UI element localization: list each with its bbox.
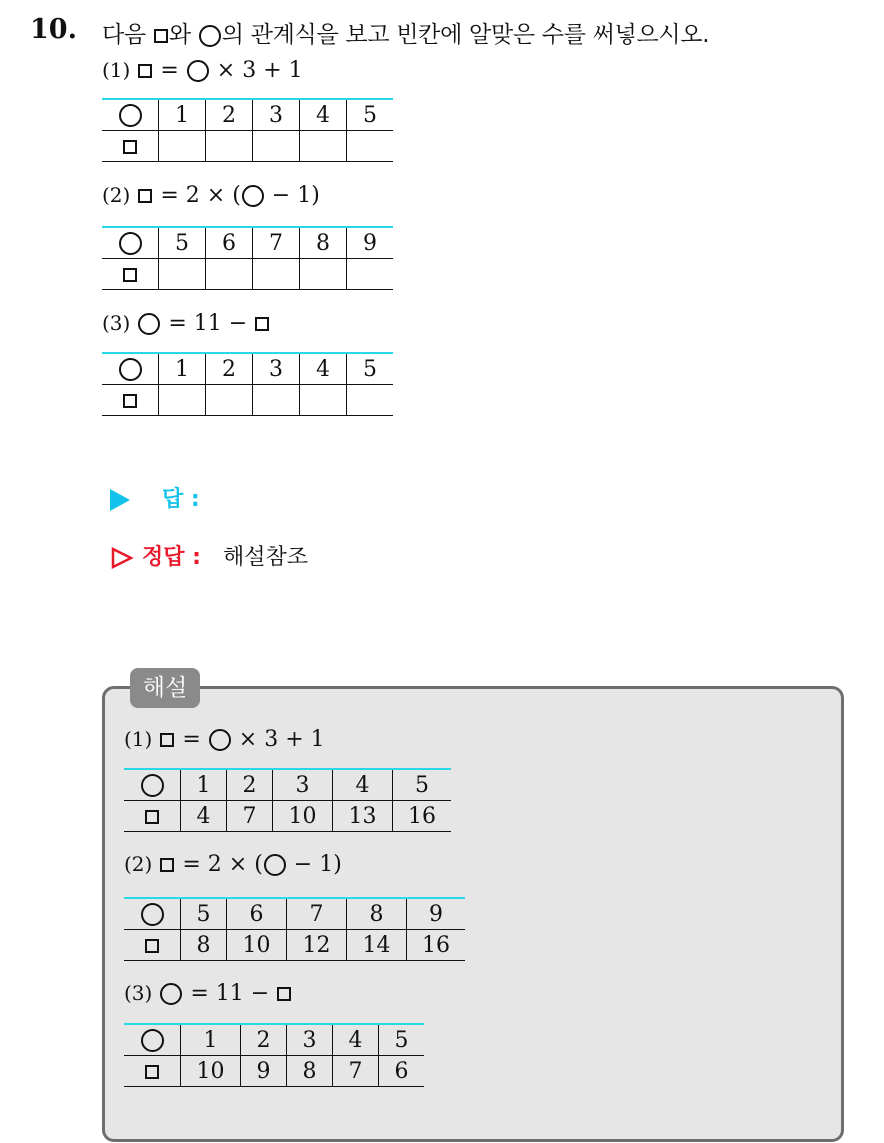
- circle-icon: [141, 774, 164, 797]
- square-header-cell: [102, 131, 159, 162]
- equation-1: (1) = × 3 + 1: [102, 58, 303, 83]
- blank-cell[interactable]: [347, 131, 394, 162]
- table-cell: 5: [347, 353, 394, 385]
- triangle-outline-icon: [110, 546, 134, 570]
- table-cell: 5: [379, 1024, 425, 1056]
- explanation-tab: 해설: [130, 668, 200, 708]
- blank-cell[interactable]: [206, 385, 253, 416]
- square-icon: [123, 394, 137, 408]
- table-cell: 8: [300, 227, 347, 259]
- square-icon: [138, 189, 152, 203]
- square-header-cell: [124, 930, 181, 961]
- explanation-equation-1: (1) = × 3 + 1: [124, 727, 325, 752]
- explanation-equation-3: (3) = 11 −: [124, 981, 292, 1006]
- table-1: [102, 98, 393, 162]
- circle-icon: [209, 729, 231, 751]
- table-cell: 1: [159, 99, 206, 131]
- table-cell: 3: [287, 1024, 333, 1056]
- blank-cell[interactable]: [253, 385, 300, 416]
- question-text: [102, 16, 709, 49]
- table-cell: 14: [347, 930, 407, 961]
- blank-cell[interactable]: [253, 131, 300, 162]
- table-cell: 3: [253, 99, 300, 131]
- table-cell: 5: [181, 898, 227, 930]
- blank-cell[interactable]: [300, 385, 347, 416]
- table-cell: 2: [206, 99, 253, 131]
- square-header-cell: [102, 259, 159, 290]
- square-icon: [123, 268, 137, 282]
- circle-icon: [242, 185, 264, 207]
- equation-3: (3) = 11 −: [102, 311, 270, 336]
- table-cell: 12: [287, 930, 347, 961]
- blank-cell[interactable]: [300, 259, 347, 290]
- table-cell: 4: [181, 801, 227, 832]
- table-cell: 7: [333, 1056, 379, 1087]
- table-cell: 2: [206, 353, 253, 385]
- explanation-table-3: [124, 1023, 424, 1087]
- table-3: [102, 352, 393, 416]
- table-cell: 4: [300, 353, 347, 385]
- table-cell: 3: [273, 769, 333, 801]
- explanation-equation-2: (2) = 2 × ( − 1): [124, 852, 342, 877]
- blank-cell[interactable]: [159, 385, 206, 416]
- square-icon: [145, 939, 159, 953]
- question-text-a: 다음: [102, 22, 146, 48]
- table-cell: 16: [393, 801, 452, 832]
- table-cell: 10: [227, 930, 287, 961]
- table-cell: 4: [333, 1024, 379, 1056]
- table-cell: 6: [379, 1056, 425, 1087]
- equation-2: (2) = 2 × ( − 1): [102, 183, 320, 208]
- square-icon: [154, 29, 168, 43]
- circle-icon: [160, 983, 182, 1005]
- table-cell: 7: [253, 227, 300, 259]
- table-cell: 6: [227, 898, 287, 930]
- circle-icon: [199, 25, 221, 47]
- circle-header-cell: [124, 1024, 181, 1056]
- table-cell: 1: [181, 1024, 241, 1056]
- square-icon: [145, 810, 159, 824]
- table-cell: 13: [333, 801, 393, 832]
- blank-cell[interactable]: [347, 385, 394, 416]
- question-text-c: 의 관계식을 보고 빈칸에 알맞은 수를 써넣으시오.: [221, 22, 710, 48]
- table-cell: 5: [393, 769, 452, 801]
- circle-header-cell: [102, 227, 159, 259]
- explanation-table-1: [124, 768, 451, 832]
- play-icon: [110, 489, 130, 511]
- table-cell: 10: [181, 1056, 241, 1087]
- circle-icon: [119, 104, 142, 127]
- circle-icon: [141, 1029, 164, 1052]
- table-cell: 8: [181, 930, 227, 961]
- square-icon: [160, 858, 174, 872]
- table-cell: 5: [159, 227, 206, 259]
- table-cell: 2: [227, 769, 273, 801]
- square-icon: [277, 987, 291, 1001]
- square-icon: [138, 64, 152, 78]
- blank-cell[interactable]: [159, 259, 206, 290]
- table-cell: 7: [227, 801, 273, 832]
- blank-cell[interactable]: [253, 259, 300, 290]
- square-icon: [123, 140, 137, 154]
- blank-cell[interactable]: [300, 131, 347, 162]
- question-number: 10.: [30, 14, 77, 45]
- blank-cell[interactable]: [206, 131, 253, 162]
- correct-value: 해설참조: [222, 545, 308, 570]
- blank-cell[interactable]: [159, 131, 206, 162]
- square-header-cell: [124, 1056, 181, 1087]
- table-cell: 9: [241, 1056, 287, 1087]
- table-cell: 4: [333, 769, 393, 801]
- question-text-b: 와: [168, 22, 191, 48]
- correct-label: 정답 :: [142, 545, 201, 570]
- circle-icon: [119, 358, 142, 381]
- table-cell: 3: [253, 353, 300, 385]
- table-cell: 8: [287, 1056, 333, 1087]
- circle-header-cell: [124, 898, 181, 930]
- circle-header-cell: [124, 769, 181, 801]
- correct-answer-line: [110, 540, 308, 571]
- square-icon: [255, 317, 269, 331]
- circle-icon: [141, 903, 164, 926]
- answer-line[interactable]: [110, 482, 200, 513]
- square-header-cell: [124, 801, 181, 832]
- circle-icon: [264, 854, 286, 876]
- circle-header-cell: [102, 353, 159, 385]
- answer-label: 답 :: [162, 487, 200, 512]
- table-cell: 1: [159, 353, 206, 385]
- circle-icon: [138, 313, 160, 335]
- table-cell: 16: [407, 930, 466, 961]
- blank-cell[interactable]: [206, 259, 253, 290]
- table-2: [102, 226, 393, 290]
- table-cell: 1: [181, 769, 227, 801]
- table-cell: 9: [347, 227, 394, 259]
- table-cell: 2: [241, 1024, 287, 1056]
- blank-cell[interactable]: [347, 259, 394, 290]
- table-cell: 5: [347, 99, 394, 131]
- circle-icon: [119, 232, 142, 255]
- table-cell: 7: [287, 898, 347, 930]
- square-header-cell: [102, 385, 159, 416]
- table-cell: 9: [407, 898, 466, 930]
- circle-header-cell: [102, 99, 159, 131]
- explanation-table-2: [124, 897, 465, 961]
- table-cell: 6: [206, 227, 253, 259]
- table-cell: 10: [273, 801, 333, 832]
- circle-icon: [187, 60, 209, 82]
- square-icon: [145, 1065, 159, 1079]
- square-icon: [160, 733, 174, 747]
- table-cell: 4: [300, 99, 347, 131]
- table-cell: 8: [347, 898, 407, 930]
